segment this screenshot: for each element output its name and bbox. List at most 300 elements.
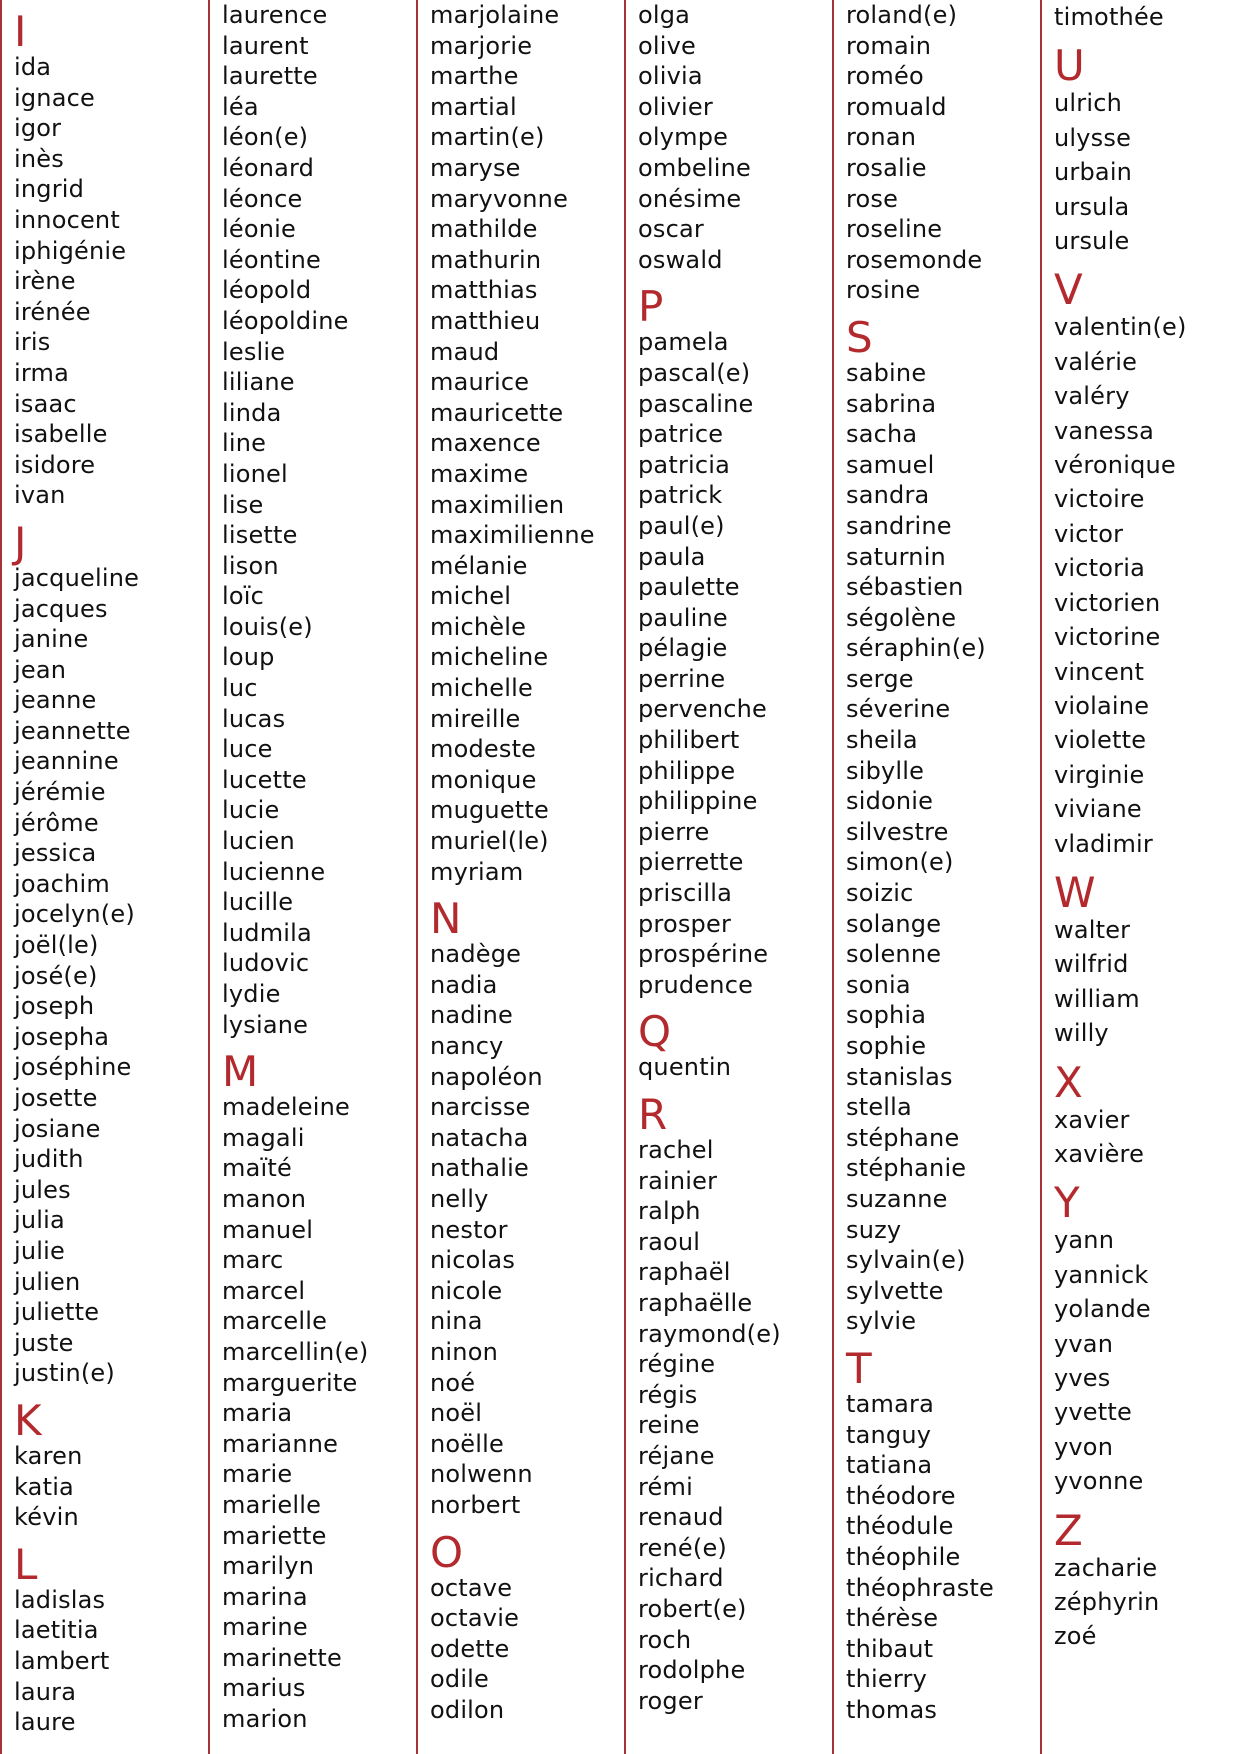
first-name-item: napoléon — [430, 1062, 543, 1091]
first-name-item: théophraste — [846, 1573, 994, 1602]
first-name-item: odile — [430, 1665, 490, 1694]
first-name-item: narcisse — [430, 1093, 531, 1122]
first-name-item: judith — [14, 1145, 84, 1174]
first-name-item: yves — [1054, 1364, 1111, 1392]
first-name-item: jeannine — [14, 747, 119, 776]
first-name-item: perrine — [638, 664, 726, 693]
first-name-item: michèle — [430, 612, 527, 641]
first-name-item: raymond(e) — [638, 1319, 781, 1348]
first-name-item: marcel — [222, 1276, 306, 1305]
first-name-item: reine — [638, 1411, 700, 1440]
first-name-item: thérèse — [846, 1604, 939, 1633]
first-name-item: jocelyn(e) — [14, 900, 135, 929]
first-name-item: patrice — [638, 420, 724, 449]
first-name-item: prudence — [638, 970, 754, 999]
first-name-item: léon(e) — [222, 123, 309, 152]
first-name-item: solange — [846, 909, 942, 938]
first-name-item: maurice — [430, 368, 530, 397]
first-name-item: victoire — [1054, 485, 1145, 514]
first-name-item: thomas — [846, 1695, 938, 1724]
first-name-item: ralph — [638, 1197, 701, 1226]
first-name-item: rachel — [638, 1136, 714, 1164]
first-name-item: pierrette — [638, 848, 744, 877]
first-name-item: martial — [430, 92, 517, 121]
first-name-item: maryse — [430, 153, 521, 182]
first-name-item: jérôme — [14, 808, 99, 837]
first-name-item: irma — [14, 358, 69, 387]
first-name-item: marine — [222, 1613, 308, 1642]
section-letter-q: Q — [638, 1007, 672, 1057]
first-name-item: laure — [14, 1708, 76, 1737]
section-letter-n: N — [430, 894, 462, 944]
first-name-item: stella — [846, 1093, 912, 1122]
first-name-item: sabrina — [846, 389, 937, 418]
first-name-item: joël(le) — [14, 931, 99, 960]
first-name-item: yvonne — [1054, 1467, 1144, 1496]
first-name-item: réjane — [638, 1441, 715, 1470]
first-name-item: manon — [222, 1184, 307, 1213]
first-name-item: quentin — [638, 1053, 732, 1082]
first-name-item: victorien — [1054, 588, 1161, 617]
first-name-item: noëlle — [430, 1429, 504, 1458]
first-name-item: josette — [14, 1084, 98, 1112]
first-name-item: marianne — [222, 1429, 339, 1458]
first-name-item: tanguy — [846, 1420, 932, 1449]
first-name-item: solenne — [846, 940, 942, 969]
first-name-item: zacharie — [1054, 1553, 1158, 1582]
first-name-item: sophie — [846, 1032, 927, 1060]
first-name-item: myriam — [430, 857, 524, 886]
first-name-item: innocent — [14, 205, 120, 234]
first-name-item: victorine — [1054, 623, 1161, 652]
first-name-item: leslie — [222, 337, 286, 366]
first-name-item: lucie — [222, 796, 280, 825]
first-name-item: luce — [222, 735, 273, 764]
column-6 — [1040, 0, 1241, 1754]
first-name-item: willy — [1054, 1019, 1109, 1048]
section-letter-t: T — [846, 1343, 872, 1393]
first-name-item: monique — [430, 765, 537, 794]
first-name-item: soizic — [846, 879, 914, 908]
first-name-item: philippine — [638, 787, 758, 816]
section-letter-r: R — [638, 1090, 668, 1139]
first-name-item: nathalie — [430, 1154, 529, 1183]
first-name-item: josiane — [14, 1114, 101, 1143]
first-name-item: iris — [14, 328, 51, 357]
first-name-item: victoria — [1054, 554, 1146, 583]
first-name-item: raoul — [638, 1227, 701, 1256]
column-1 — [0, 0, 208, 1754]
first-name-item: vanessa — [1054, 416, 1155, 445]
first-name-item: nestor — [430, 1215, 508, 1244]
first-name-item: maxence — [430, 429, 541, 458]
section-letter-y: Y — [1054, 1178, 1080, 1228]
first-name-item: régine — [638, 1350, 716, 1379]
first-name-item: stanislas — [846, 1062, 953, 1091]
first-name-item: vincent — [1054, 657, 1145, 686]
column-2 — [208, 0, 416, 1754]
first-name-item: philibert — [638, 726, 740, 755]
first-name-item: suzanne — [846, 1184, 948, 1213]
first-name-item: sibylle — [846, 756, 925, 785]
first-name-item: pervenche — [638, 695, 768, 724]
first-name-item: luc — [222, 674, 258, 703]
first-name-item: jeannette — [14, 716, 131, 745]
first-name-item: théodore — [846, 1481, 956, 1510]
first-name-item: joséphine — [14, 1053, 132, 1082]
first-name-item: mariette — [222, 1521, 327, 1550]
first-name-item: marinette — [222, 1643, 342, 1672]
first-name-item: timothée — [1054, 3, 1164, 31]
first-name-item: valérie — [1054, 347, 1138, 376]
first-name-item: laura — [14, 1677, 77, 1706]
first-name-item: madeleine — [222, 1093, 350, 1122]
first-name-item: laurent — [222, 31, 309, 60]
first-name-item: laurence — [222, 1, 328, 29]
first-name-item: ladislas — [14, 1585, 106, 1614]
first-name-item: manuel — [222, 1215, 314, 1244]
first-name-item: rosemonde — [846, 245, 983, 274]
first-name-item: vladimir — [1054, 829, 1153, 858]
first-name-item: théophile — [846, 1542, 961, 1571]
first-name-item: pélagie — [638, 634, 728, 663]
first-name-item: tamara — [846, 1389, 934, 1418]
first-name-item: kévin — [14, 1503, 79, 1532]
first-name-item: jérémie — [14, 778, 106, 807]
first-name-item: josé(e) — [14, 961, 98, 990]
first-name-item: urbain — [1054, 158, 1133, 187]
first-name-item: patrick — [638, 481, 723, 510]
first-name-item: sylvette — [846, 1276, 944, 1305]
first-name-item: odette — [430, 1634, 510, 1663]
first-name-item: nadine — [430, 1001, 513, 1030]
first-name-item: ida — [14, 53, 52, 81]
first-name-item: lysiane — [222, 1010, 309, 1039]
first-name-item: maximilienne — [430, 521, 595, 550]
first-name-item: maïté — [222, 1154, 292, 1183]
first-name-item: robert(e) — [638, 1594, 747, 1623]
first-name-item: léontine — [222, 245, 321, 274]
first-name-item: sheila — [846, 726, 918, 755]
first-name-item: loup — [222, 643, 275, 672]
first-name-item: noé — [430, 1368, 476, 1397]
first-name-item: maximilien — [430, 490, 565, 519]
column-3 — [416, 0, 624, 1754]
first-name-item: valentin(e) — [1054, 313, 1187, 342]
first-name-item: lucille — [222, 888, 294, 917]
first-name-item: mathurin — [430, 245, 542, 274]
first-name-item: tatiana — [846, 1451, 933, 1480]
first-name-item: rose — [846, 184, 899, 213]
first-name-item: nolwenn — [430, 1460, 533, 1489]
first-name-item: rosalie — [846, 153, 927, 182]
first-name-item: zoé — [1054, 1622, 1097, 1651]
first-name-item: sandra — [846, 481, 930, 510]
first-name-item: ursula — [1054, 192, 1130, 221]
section-letter-u: U — [1054, 41, 1085, 91]
first-name-item: valéry — [1054, 382, 1130, 411]
first-name-item: léonie — [222, 215, 296, 244]
first-name-item: jeanne — [14, 686, 97, 715]
first-name-item: maxime — [430, 459, 529, 488]
first-name-item: silvestre — [846, 817, 949, 846]
first-name-item: maryvonne — [430, 184, 569, 213]
first-name-item: léopold — [222, 276, 312, 305]
first-name-item: zéphyrin — [1054, 1588, 1160, 1617]
first-name-item: yann — [1054, 1226, 1115, 1255]
first-name-item: linda — [222, 398, 282, 427]
first-name-item: olga — [638, 1, 691, 29]
first-name-item: samuel — [846, 450, 935, 479]
first-name-item: lisette — [222, 521, 298, 550]
first-name-item: mathilde — [430, 215, 538, 244]
first-name-item: muguette — [430, 796, 549, 825]
first-name-item: roch — [638, 1625, 692, 1654]
first-name-item: olivier — [638, 92, 713, 121]
first-name-item: lydie — [222, 980, 281, 1008]
first-name-item: josepha — [14, 1022, 110, 1051]
first-name-item: nina — [430, 1307, 483, 1336]
section-letter-s: S — [846, 312, 873, 362]
first-name-item: prospérine — [638, 940, 769, 969]
first-name-item: rémi — [638, 1472, 693, 1501]
first-name-item: ulysse — [1054, 123, 1132, 152]
first-name-item: véronique — [1054, 451, 1176, 480]
first-name-item: jessica — [14, 839, 97, 868]
section-letter-v: V — [1054, 265, 1083, 315]
first-name-item: micheline — [430, 643, 549, 672]
first-name-item: suzy — [846, 1215, 902, 1244]
first-name-item: rosine — [846, 276, 921, 305]
first-name-item: muriel(le) — [430, 827, 549, 856]
first-name-item: violaine — [1054, 691, 1150, 720]
first-name-item: ingrid — [14, 175, 85, 204]
first-name-item: nicolas — [430, 1246, 516, 1275]
first-name-item: viviane — [1054, 795, 1142, 824]
first-name-item: régis — [638, 1380, 698, 1409]
first-name-item: ivan — [14, 481, 66, 510]
first-name-item: patricia — [638, 450, 731, 479]
first-name-item: liliane — [222, 368, 295, 397]
first-name-item: marilyn — [222, 1552, 315, 1581]
first-name-item: mélanie — [430, 551, 528, 580]
first-name-item: sophia — [846, 1001, 927, 1030]
first-name-item: raphaëlle — [638, 1288, 753, 1317]
first-name-item: karen — [14, 1441, 83, 1470]
first-name-item: prosper — [638, 909, 732, 938]
first-name-item: irénée — [14, 297, 91, 326]
first-name-item: matthieu — [430, 306, 541, 335]
first-name-item: xavier — [1054, 1105, 1130, 1134]
first-name-item: michel — [430, 582, 512, 611]
first-name-item: oscar — [638, 215, 704, 244]
first-name-item: stéphanie — [846, 1154, 967, 1183]
first-name-item: inès — [14, 144, 64, 173]
first-name-item: lucette — [222, 765, 307, 794]
first-name-item: marina — [222, 1582, 308, 1611]
first-name-item: mireille — [430, 704, 521, 733]
first-name-item: saturnin — [846, 542, 946, 571]
first-name-item: yvon — [1054, 1432, 1114, 1461]
first-name-item: lambert — [14, 1646, 110, 1675]
first-name-item: sabine — [846, 358, 927, 387]
first-name-item: rené(e) — [638, 1533, 727, 1562]
first-name-item: walter — [1054, 915, 1131, 944]
first-name-item: sébastien — [846, 573, 964, 602]
first-name-item: laetitia — [14, 1616, 99, 1645]
first-name-item: lise — [222, 490, 264, 519]
section-letter-j: J — [14, 517, 27, 567]
first-name-item: iphigénie — [14, 236, 127, 265]
first-name-item: marc — [222, 1246, 284, 1275]
first-name-item: paulette — [638, 573, 740, 602]
section-letter-p: P — [638, 282, 664, 332]
first-name-item: roseline — [846, 215, 943, 244]
first-name-item: pauline — [638, 603, 728, 632]
first-name-item: isabelle — [14, 420, 108, 449]
first-name-item: isidore — [14, 450, 96, 479]
first-name-item: irène — [14, 267, 76, 296]
first-name-item: sylvie — [846, 1307, 917, 1336]
first-name-item: julie — [14, 1236, 65, 1265]
first-name-item: rodolphe — [638, 1656, 746, 1685]
first-name-item: sandrine — [846, 511, 952, 540]
first-name-item: xavière — [1054, 1139, 1145, 1168]
section-letter-k: K — [14, 1395, 42, 1445]
first-name-item: pascal(e) — [638, 358, 751, 387]
first-name-item: lionel — [222, 459, 288, 488]
first-name-item: juste — [14, 1328, 74, 1357]
first-name-item: priscilla — [638, 879, 732, 908]
first-name-item: pascaline — [638, 389, 754, 418]
first-name-item: marion — [222, 1705, 308, 1734]
first-name-item: marcellin(e) — [222, 1337, 369, 1366]
first-name-item: marcelle — [222, 1307, 328, 1336]
first-name-item: marius — [222, 1674, 306, 1703]
first-name-item: lison — [222, 551, 279, 580]
first-name-item: matthias — [430, 276, 538, 305]
first-name-item: ignace — [14, 83, 95, 112]
first-name-item: séraphin(e) — [846, 634, 986, 663]
first-name-item: roméo — [846, 62, 924, 91]
first-name-item: jean — [14, 655, 67, 684]
first-name-item: sacha — [846, 420, 918, 449]
first-name-item: yolande — [1054, 1295, 1151, 1324]
first-name-item: noël — [430, 1399, 483, 1428]
section-letter-w: W — [1054, 867, 1096, 917]
first-name-item: olympe — [638, 123, 729, 152]
section-letter-l: L — [14, 1539, 38, 1589]
first-name-item: modeste — [430, 735, 537, 764]
first-name-item: romain — [846, 31, 932, 60]
first-name-item: ulrich — [1054, 89, 1123, 118]
first-name-item: romuald — [846, 92, 947, 121]
first-name-item: oswald — [638, 245, 723, 274]
first-name-item: jacques — [14, 594, 108, 623]
first-name-item: sylvain(e) — [846, 1246, 966, 1275]
first-name-item: théodule — [846, 1512, 954, 1541]
first-name-item: pierre — [638, 817, 710, 846]
first-name-item: maud — [430, 337, 500, 366]
first-name-item: séverine — [846, 695, 951, 724]
first-name-item: maria — [222, 1399, 293, 1428]
first-name-item: yvan — [1054, 1329, 1114, 1358]
first-name-item: ludovic — [222, 949, 310, 978]
first-name-item: thibaut — [846, 1634, 934, 1663]
first-name-item: marjorie — [430, 31, 533, 60]
first-name-item: ludmila — [222, 918, 312, 947]
column-5 — [832, 0, 1040, 1754]
first-name-item: ségolène — [846, 603, 957, 632]
section-letter-o: O — [430, 1527, 464, 1577]
first-name-item: pamela — [638, 328, 729, 357]
first-name-item: mauricette — [430, 398, 564, 427]
first-name-item: yvette — [1054, 1398, 1132, 1427]
first-name-item: line — [222, 429, 267, 458]
first-name-item: laurette — [222, 62, 318, 91]
first-name-item: ninon — [430, 1337, 498, 1366]
first-name-item: sidonie — [846, 787, 934, 816]
first-name-item: juliette — [14, 1298, 100, 1327]
first-name-item: sonia — [846, 970, 911, 999]
section-letter-x: X — [1054, 1057, 1083, 1107]
first-name-item: octavie — [430, 1604, 520, 1633]
first-name-item: octave — [430, 1573, 513, 1602]
first-name-item: yannick — [1054, 1260, 1149, 1289]
first-name-item: victor — [1054, 519, 1124, 548]
first-name-item: michelle — [430, 674, 533, 703]
first-name-item: nadia — [430, 970, 498, 999]
first-name-item: virginie — [1054, 760, 1145, 789]
first-name-item: william — [1054, 984, 1140, 1013]
first-name-item: renaud — [638, 1503, 724, 1532]
first-name-item: joseph — [14, 992, 95, 1021]
first-name-item: katia — [14, 1472, 74, 1501]
section-letter-m: M — [222, 1047, 259, 1097]
column-4 — [624, 0, 832, 1754]
section-letter-z: Z — [1054, 1505, 1083, 1555]
first-name-item: rainier — [638, 1166, 718, 1195]
first-name-item: léa — [222, 92, 259, 121]
first-name-item: stéphane — [846, 1123, 960, 1152]
first-name-item: marguerite — [222, 1368, 358, 1397]
first-name-item: marjolaine — [430, 1, 560, 29]
first-name-item: léonard — [222, 153, 315, 182]
first-name-item: thierry — [846, 1665, 927, 1694]
first-name-item: philippe — [638, 756, 736, 785]
first-name-item: nicole — [430, 1276, 503, 1305]
first-name-item: marielle — [222, 1490, 322, 1519]
first-name-item: raphaël — [638, 1258, 731, 1287]
first-name-item: lucien — [222, 827, 295, 856]
first-name-item: lucas — [222, 704, 286, 733]
first-name-item: nelly — [430, 1184, 489, 1213]
first-name-item: serge — [846, 664, 914, 693]
first-name-item: wilfrid — [1054, 950, 1129, 979]
first-name-item: paul(e) — [638, 511, 725, 540]
first-name-item: lucienne — [222, 857, 326, 886]
first-name-item: nancy — [430, 1032, 504, 1060]
first-name-item: igor — [14, 114, 62, 143]
first-name-item: marthe — [430, 62, 519, 91]
first-name-item: loïc — [222, 582, 265, 611]
first-name-item: norbert — [430, 1490, 521, 1519]
first-name-item: ursule — [1054, 227, 1130, 256]
first-name-item: nadège — [430, 940, 522, 969]
first-name-item: léonce — [222, 184, 303, 213]
first-name-item: jules — [14, 1175, 71, 1204]
first-name-item: isaac — [14, 389, 77, 418]
